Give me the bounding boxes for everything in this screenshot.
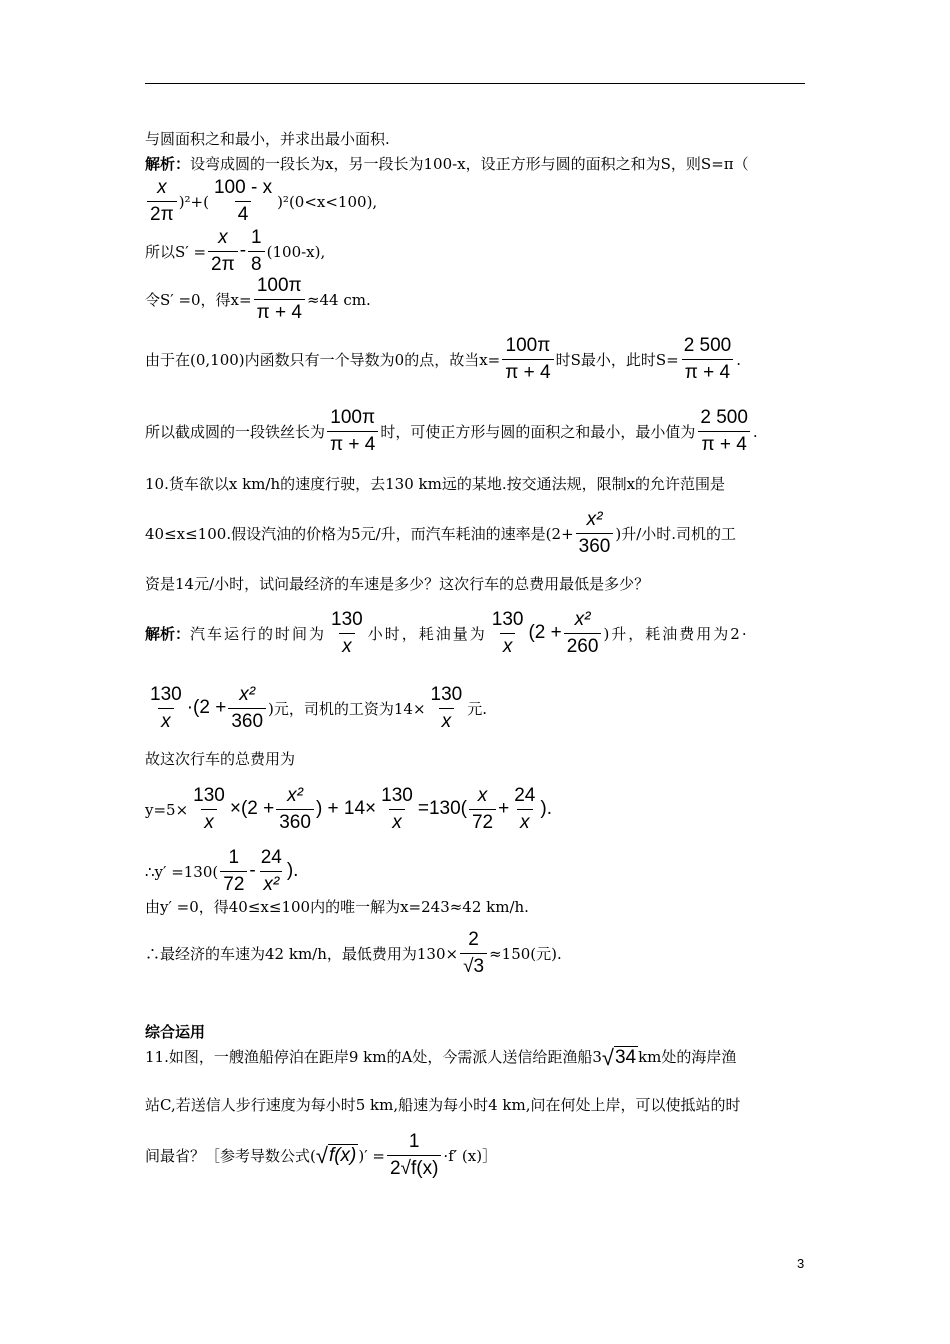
formula-line-6: 由于在(0,100)内函数只有一个导数为0的点，故当x= $\frac{100\pi}{\pi + 4}$ 时S最小，此时S= $\frac{2 500}{\pi + 4}$ . [145, 335, 742, 383]
fraction: $\frac{\text{x²}}{360}$ [576, 510, 614, 558]
fraction: $\frac{2 500}{\pi + 4}$ [700, 407, 748, 455]
fraction: $\frac{\text{x²}}{360}$ [276, 786, 314, 834]
solution-10-line-4: y=5× $\frac{130}{x}$ ×(2 + $\frac{\text{x²}}{360}$ ) + 14× $\frac{130}{x}$ =130( $\frac{x}{72}$ + $\frac{24}{x}$ ). [145, 785, 552, 833]
fraction: $\frac{130}{x}$ [331, 609, 363, 657]
fraction: $\frac{130}{x}$ [430, 684, 463, 732]
solution-10-line-1: 解析： 汽车运行的时间为 $\frac{130}{x}$ 小时，耗油量为 $\frac{130}{x}$ (2 + $\frac{\text{x²}}{260}$ )升，耗油费用为2· [145, 609, 749, 657]
formula-line-3: $\frac{x}{2\pi}$ )²+( $\frac{100 - x}{4}$ )²(0<x<100), [145, 178, 810, 226]
problem-11-line-1: 11.如图，一艘渔船停泊在距岸9 km的A处，今需派人送信给距渔船3 √ 34 km处的海岸渔 [145, 1044, 737, 1070]
text-line-2: 解析： 设弯成圆的一段长为x，另一段长为100-x，设正方形与圆的面积之和为S，则S=π（ [145, 155, 749, 173]
page-number: 3 [797, 1256, 805, 1271]
fraction: $\frac{1}{8}$ [248, 228, 265, 276]
solution-10-line-2: $\frac{130}{x}$ ·(2 + $\frac{\text{x²}}{360}$ )元，司机的工资为14× $\frac{130}{x}$ 元. [145, 685, 810, 733]
fraction: $\frac{130}{x}$ [381, 785, 413, 833]
text-line-1: 与圆面积之和最小，并求出最小面积. [145, 130, 390, 148]
fraction: $\frac{\text{x²}}{360}$ [228, 685, 266, 733]
fraction: $\frac{1}{72}$ [220, 848, 247, 896]
fraction: $\frac{130}{x}$ [193, 785, 225, 833]
section-heading: 综合运用 [145, 1023, 206, 1041]
formula-line-5: 令S′ =0，得x= $\frac{100\pi}{\pi + 4}$ ≈44 cm. [145, 275, 371, 323]
fraction: $\frac{100\pi}{\pi + 4}$ [502, 336, 553, 384]
problem-10-line-3: 资是14元/小时，试问最经济的车速是多少？这次行车的总费用最低是多少？ [145, 575, 650, 593]
solution-10-line-5: ∴y′ =130( $\frac{1}{72}$ - $\frac{24}{\text{x²}}$ ). [145, 847, 299, 895]
solution-10-line-7: ∴最经济的车速为42 km/h，最低费用为130× $\frac{2}{√3}$ ≈150(元). [145, 929, 562, 977]
fraction: $\frac{2 500}{\pi + 4}$ [683, 335, 732, 383]
fraction: $\frac{x}{72}$ [469, 786, 496, 834]
fraction: $\frac{24}{x}$ [514, 785, 536, 833]
fraction: $\frac{100 - x}{4}$ [213, 177, 273, 225]
fraction: $\frac{1}{2√f(x)}$ [387, 1132, 441, 1180]
header-rule [145, 83, 805, 84]
formula-line-7: 所以截成圆的一段铁丝长为 $\frac{100\pi}{\pi + 4}$ 时，可使正方形与圆的面积之和最小，最小值为 $\frac{2 500}{\pi + 4}$ . [145, 407, 758, 455]
fraction: $\frac{x}{2\pi}$ [208, 228, 238, 276]
fraction: $\frac{130}{x}$ [491, 609, 524, 657]
fraction: $\frac{100\pi}{\pi + 4}$ [254, 276, 305, 324]
solution-10-line-6: 由y′ =0，得40≤x≤100内的唯一解为x=243≈42 km/h. [145, 898, 529, 916]
problem-11-line-3: 间最省？［参考导数公式( √ f(x) )′ = $\frac{1}{2√f(x)}$ ·f′ (x)］ [145, 1131, 498, 1179]
square-root: √ 34 [601, 1044, 637, 1070]
fraction: $\frac{x}{2\pi}$ [147, 178, 177, 226]
problem-11-line-2: 站C,若送信人步行速度为每小时5 km,船速为每小时4 km,问在何处上岸，可以使抵站的时 [145, 1096, 741, 1114]
analysis-label: 解析： [145, 155, 191, 173]
problem-10-line-1: 10.货车欲以x km/h的速度行驶，去130 km远的某地.按交通法规，限制x的允许范围是 [145, 475, 726, 493]
solution-10-line-3: 故这次行车的总费用为 [145, 750, 296, 768]
formula-line-4: 所以S′ = $\frac{x}{2\pi}$ - $\frac{1}{8}$ (100-x), [145, 227, 326, 275]
fraction: $\frac{2}{√3}$ [460, 930, 487, 978]
fraction: $\frac{24}{\text{x²}}$ [260, 847, 282, 895]
fraction: $\frac{100\pi}{\pi + 4}$ [327, 408, 378, 456]
problem-10-line-2: 40≤x≤100.假设汽油的价格为5元/升，而汽车耗油的速率是(2+ $\frac{\text{x²}}{360}$ )升/小时.司机的工 [145, 509, 737, 557]
square-root: √ f(x) [315, 1143, 357, 1169]
fraction: $\frac{130}{x}$ [150, 684, 182, 732]
analysis-label: 解析： [145, 624, 191, 643]
fraction: $\frac{\text{x²}}{260}$ [564, 610, 602, 658]
